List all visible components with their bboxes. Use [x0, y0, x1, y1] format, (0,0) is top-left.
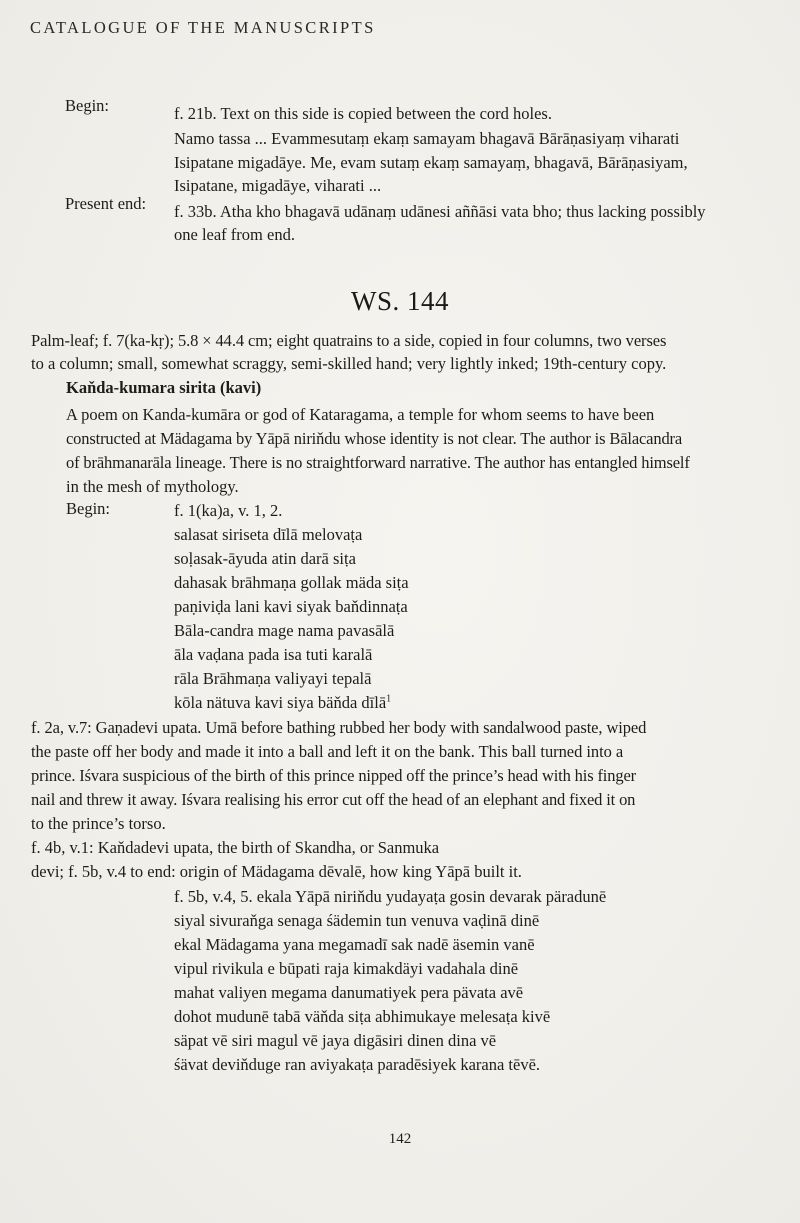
running-head: CATALOGUE OF THE MANUSCRIPTS: [30, 18, 376, 37]
verse-line: rāla Brāhmaṇa valiyayi tepalā: [174, 669, 372, 688]
verse-line: āla vaḍana pada isa tuti karalā: [174, 645, 373, 664]
verse-line: śävat deviňduge ran aviyakaṭa paradēsiyek karana tēvē.: [174, 1055, 541, 1074]
begin-line: Isipatane migadāye. Me, evam sutaṃ ekaṃ samayaṃ, bhagavā, Bārāṇasiyam,: [174, 153, 688, 172]
verse-line: säpat vē siri magul vē jaya digāsiri dinen dina vē: [174, 1031, 497, 1050]
begin-label: Begin:: [65, 96, 109, 115]
verse-line: soḷasak-āyuda atin darā siṭa: [174, 549, 356, 568]
begin-label: Begin:: [66, 499, 110, 518]
begin-line: f. 21b. Text on this side is copied between the cord holes.: [174, 104, 552, 123]
present-end-label: Present end:: [65, 194, 147, 213]
summary-line: f. 2a, v.7: Gaṇadevi upata. Umā before bathing rubbed her body with sandalwood paste, wiped: [31, 718, 647, 737]
work-title: Kaňda-kumara sirita (kavi): [66, 378, 262, 397]
verse-line: mahat valiyen megama danumatiyek pera pävata avē: [174, 983, 524, 1002]
description-line: Palm-leaf; f. 7(ka-kṛ); 5.8 × 44.4 cm; eight quatrains to a side, copied in four columns, two verses: [31, 331, 667, 350]
intro-line: of brāhmanarāla lineage. There is no straightforward narrative. The author has entangled himself: [66, 453, 690, 472]
summary-line: to the prince’s torso.: [31, 814, 166, 833]
summary-line: devi; f. 5b, v.4 to end: origin of Mädagama dēvalē, how king Yāpā built it.: [31, 862, 522, 881]
verse-line: dohot mudunē tabā väňda siṭa abhimukaye melesaṭa kivē: [174, 1007, 551, 1026]
verse-line: [174, 692, 391, 714]
intro-line: constructed at Mädagama by Yāpā niriňdu whose identity is not clear. The author is Bālacandra: [66, 429, 683, 448]
summary-line: f. 4b, v.1: Kaňdadevi upata, the birth of Skandha, or Sanmuka: [31, 838, 440, 857]
verse-line: ekal Mädagama yana megamadī sak nadē äsemin vanē: [174, 935, 535, 954]
footnote-marker: 1: [386, 693, 392, 705]
verse-line: f. 5b, v.4, 5. ekala Yāpā niriňdu yudayaṭa gosin devarak päradunē: [174, 887, 607, 906]
entry-heading: WS. 144: [351, 286, 449, 316]
present-end-line: f. 33b. Atha kho bhagavā udānaṃ udānesi aññāsi vata bho; thus lacking possibly: [174, 202, 706, 221]
verse-line: siyal sivuraňga senaga śädemin tun venuva vaḍinā dinē: [174, 911, 540, 930]
verse-line: vipul rivikula e būpati raja kimakdäyi vadahala dinē: [174, 959, 519, 978]
begin-reference: f. 1(ka)a, v. 1, 2.: [174, 501, 283, 520]
begin-line: Isipatane, migadāye, viharati ...: [174, 176, 382, 195]
verse-line: Bāla-candra mage nama pavasālā: [174, 621, 395, 640]
intro-line: A poem on Kanda-kumāra or god of Kataragama, a temple for whom seems to have been: [66, 405, 655, 424]
summary-line: prince. Iśvara suspicious of the birth of this prince nipped off the prince’s head with his finger: [31, 766, 636, 785]
summary-line: the paste off her body and made it into a ball and left it on the bank. This ball turned into a: [31, 742, 624, 761]
present-end-line: one leaf from end.: [174, 225, 295, 244]
begin-line: Namo tassa ... Evammesutaṃ ekaṃ samayam bhagavā Bārāṇasiyaṃ viharati: [174, 129, 680, 148]
page-number: 142: [388, 1131, 412, 1147]
description-line: to a column; small, somewhat scraggy, semi-skilled hand; very lightly inked; 19th-century copy.: [31, 354, 667, 373]
verse-line: dahasak brāhmaṇa gollak mäda siṭa: [174, 573, 409, 592]
verse-line: salasat siriseta dīlā melovaṭa: [174, 525, 363, 544]
intro-line: in the mesh of mythology.: [66, 477, 239, 496]
verse-line-text: kōla nätuva kavi siya bäňda dīlā: [174, 693, 387, 712]
summary-line: nail and threw it away. Iśvara realising his error cut off the head of an elephant and fixed it on: [31, 790, 636, 809]
verse-line: paṇiviḍa lani kavi siyak baňdinnaṭa: [174, 597, 408, 616]
